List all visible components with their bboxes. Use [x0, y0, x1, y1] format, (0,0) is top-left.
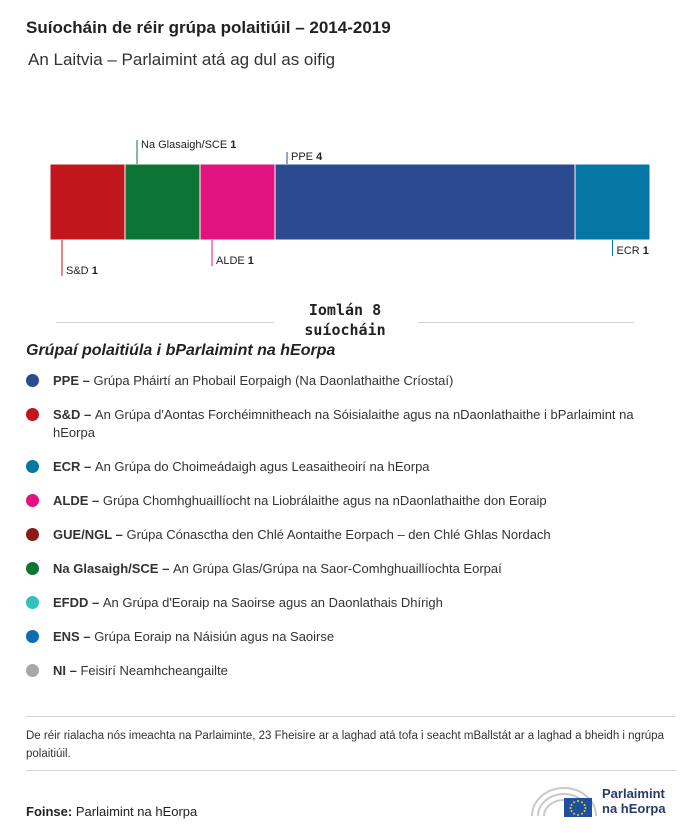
total-seats-label	[275, 300, 415, 340]
legend-item-efdd	[26, 594, 671, 612]
data-label-s-d: S&D 1	[66, 265, 98, 277]
legend-desc-gue-ngl: Grúpa Cónasctha den Chlé Aontaithe Eorpach – den Chlé Ghlas Nordach	[126, 527, 551, 542]
legend-desc-ni: Feisirí Neamhcheangailte	[80, 663, 228, 678]
legend-abbr-ens: ENS –	[53, 629, 95, 644]
logo-text	[602, 786, 666, 816]
total-divider-left	[56, 322, 274, 323]
legend-desc-na-glasaigh-sce: An Grúpa Glas/Grúpa na Saor-Comhghuaillíochta Eorpaí	[172, 561, 502, 576]
legend-dot-efdd	[26, 596, 39, 609]
footnote: De réir rialacha nós imeachta na Parlaiminte, 23 Fheisire ar a laghad atá tofa i seacht mBallstát ar a laghad a bheidh i ngrúpa polaitiúil.	[26, 730, 664, 760]
legend-abbr-na-glasaigh-sce: Na Glasaigh/SCE –	[53, 561, 173, 576]
european-parliament-logo	[528, 780, 688, 820]
legend-abbr-ni: NI –	[53, 663, 81, 678]
legend-dot-ens	[26, 630, 39, 643]
legend-item-s-d	[26, 406, 671, 442]
source-label: Foinse:	[26, 804, 73, 819]
legend-abbr-ecr: ECR –	[53, 459, 95, 474]
data-label-na-glasaigh-sce: Na Glasaigh/SCE 1	[141, 139, 237, 151]
footnote-divider-top	[26, 716, 676, 717]
legend-dot-ecr	[26, 460, 39, 473]
data-label-ppe: PPE 4	[291, 151, 323, 163]
legend-dot-ppe	[26, 374, 39, 387]
legend-dot-ni	[26, 664, 39, 677]
bar-segment-na-glasaigh-sce	[125, 164, 200, 240]
legend-abbr-s-d: S&D –	[53, 407, 95, 422]
logo-line-1: Parlaimint	[602, 786, 665, 801]
legend-desc-ens: Grúpa Eoraip na Náisiún agus na Saoirse	[94, 629, 335, 644]
bar-segment-ecr	[575, 164, 650, 240]
legend-desc-ppe: Grúpa Pháirtí an Phobail Eorpaigh (Na Daonlathaithe Críostaí)	[93, 373, 454, 388]
chart-subtitle: An Laitvia – Parlaimint atá ag dul as oifig	[28, 50, 336, 69]
legend-item-ens	[26, 628, 671, 646]
legend-item-alde	[26, 492, 671, 510]
parliament-hemicycle-icon	[528, 780, 600, 820]
total-divider-right	[418, 322, 634, 323]
legend-dot-s-d	[26, 408, 39, 421]
footnote-divider-bottom	[26, 770, 676, 771]
legend-desc-s-d: An Grúpa d'Aontas Forchéimnitheach na Sóisialaithe agus na nDaonlathaithe i bParlaimint na hEorpa	[53, 407, 634, 440]
legend-item-ecr	[26, 458, 671, 476]
total-count: Iomlán 8	[308, 301, 382, 319]
stacked-seat-bar-chart	[0, 130, 700, 290]
legend-abbr-ppe: PPE –	[53, 373, 94, 388]
bar-segment-alde	[200, 164, 275, 240]
legend-abbr-alde: ALDE –	[53, 493, 103, 508]
legend-abbr-efdd: EFDD –	[53, 595, 103, 610]
bar-segment-s-d	[50, 164, 125, 240]
bar-segment-ppe	[275, 164, 575, 240]
source-value: Parlaimint na hEorpa	[75, 804, 198, 819]
legend-desc-efdd: An Grúpa d'Eoraip na Saoirse agus an Daonlathais Dhírigh	[102, 595, 443, 610]
legend-item-ppe	[26, 372, 671, 390]
legend-item-gue-ngl	[26, 526, 671, 544]
source	[26, 804, 197, 819]
data-label-alde: ALDE 1	[216, 255, 254, 267]
legend-dot-gue-ngl	[26, 528, 39, 541]
legend-title: Grúpaí polaitiúla i bParlaimint na hEorpa	[26, 342, 336, 359]
legend-dot-alde	[26, 494, 39, 507]
chart-title: Suíocháin de réir grúpa polaitiúil – 2014-2019	[26, 18, 391, 37]
logo-line-2: na hEorpa	[602, 801, 666, 816]
legend-item-ni	[26, 662, 671, 680]
legend-desc-ecr: An Grúpa do Choimeádaigh agus Leasaitheoirí na hEorpa	[94, 459, 430, 474]
legend-dot-na-glasaigh-sce	[26, 562, 39, 575]
legend-abbr-gue-ngl: GUE/NGL –	[53, 527, 127, 542]
legend-item-na-glasaigh-sce	[26, 560, 671, 578]
data-label-ecr: ECR 1	[616, 245, 649, 257]
legend	[26, 372, 671, 696]
legend-desc-alde: Grúpa Chomhghuaillíocht na Liobrálaithe agus na nDaonlathaithe don Eoraip	[102, 493, 547, 508]
total-unit: suíocháin	[304, 321, 386, 339]
